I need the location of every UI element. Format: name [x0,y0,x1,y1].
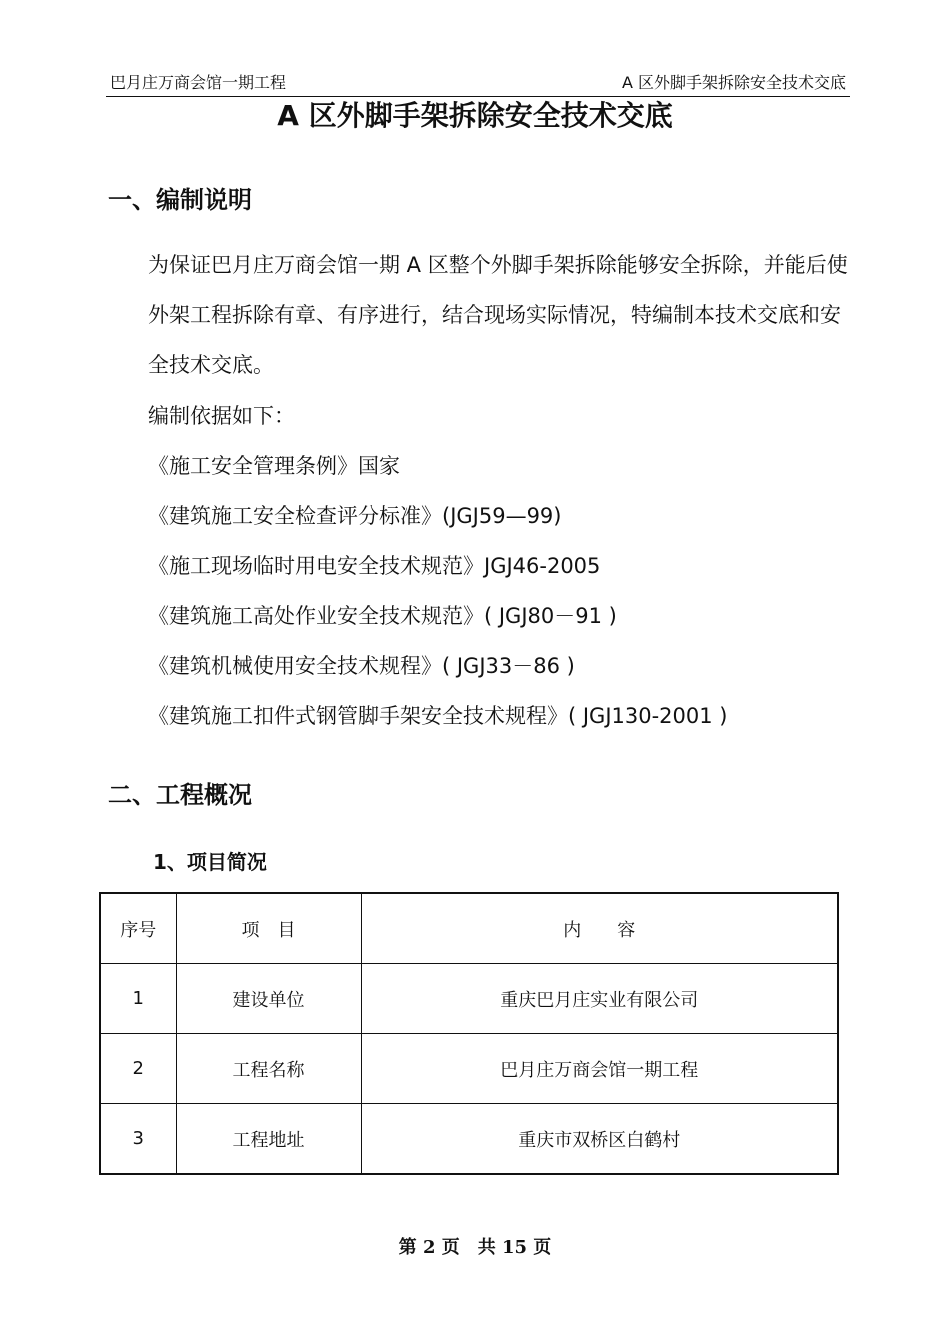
page-title: A 区外脚手架拆除安全技术交底 [277,99,673,132]
table-cell: 重庆巴月庄实业有限公司 [361,964,838,1034]
table-cell: 重庆市双桥区白鹤村 [361,1104,838,1175]
header-project-name: 巴月庄万商会馆一期工程 [110,73,287,92]
table-header-cell: 内 容 [361,893,838,964]
basis-label: 编制依据如下： [148,404,295,428]
reference-item: 《建筑施工高处作业安全技术规范》( JGJ80－91 ) [148,604,617,628]
table-cell: 3 [100,1104,176,1175]
table-header-cell: 序号 [100,893,176,964]
reference-item: 《施工现场临时用电安全技术规范》JGJ46-2005 [148,554,601,578]
table-cell: 1 [100,964,176,1034]
table-row [100,1104,838,1175]
table-cell: 2 [100,1034,176,1104]
table-cell: 巴月庄万商会馆一期工程 [361,1034,838,1104]
project-info-table [99,892,839,1175]
table-row [100,964,838,1034]
section2-heading: 二、工程概况 [108,781,252,809]
reference-item: 《建筑施工安全检查评分标准》(JGJ59—99) [148,504,562,528]
table-cell: 建设单位 [176,964,361,1034]
reference-item: 《建筑机械使用安全技术规程》( JGJ33－86 ) [148,654,575,678]
reference-item: 《施工安全管理条例》国家 [148,454,400,478]
table-cell: 工程名称 [176,1034,361,1104]
section1-paragraph [108,240,848,390]
header-document-title: A 区外脚手架拆除安全技术交底 [621,73,846,92]
section1-paragraph-text: 为保证巴月庄万商会馆一期 A 区整个外脚手架拆除能够安全拆除，并能后使外架工程拆除有章、有序进行，结合现场实际情况，特编制本技术交底和安全技术交底。 [148,253,848,377]
page-footer: 第 2 页 共 15 页 [398,1237,552,1258]
section2-subheading: 1、项目简况 [153,850,267,874]
section1-heading: 一、编制说明 [108,186,252,214]
table-header-cell: 项 目 [176,893,361,964]
reference-item: 《建筑施工扣件式钢管脚手架安全技术规程》( JGJ130-2001 ) [148,704,728,728]
table-cell: 工程地址 [176,1104,361,1175]
table-row [100,1034,838,1104]
table-header-row [100,893,838,964]
